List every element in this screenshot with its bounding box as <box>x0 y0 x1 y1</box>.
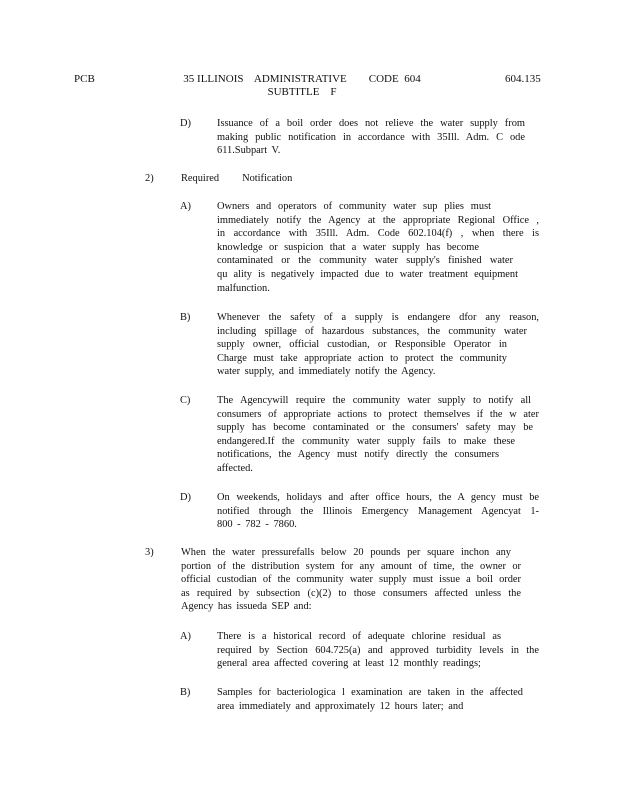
text-line: 800 - 782 - 7860. <box>217 519 297 531</box>
text-line: Whenever the safety of a supply is endangere dfor any reason, <box>217 312 539 323</box>
text-line: notified through the Illinois Emergency Management Agencyat 1- <box>217 505 539 517</box>
text-line: in accordance with 35Ill. Adm. Code 602.104(f) , when there is <box>217 228 539 240</box>
item-label: B) <box>180 312 191 323</box>
item-text <box>181 546 521 614</box>
item-text <box>217 117 525 158</box>
item-label: B) <box>180 687 191 698</box>
text-line: general area affected covering at least 12 monthly readings; <box>217 658 481 670</box>
text-line: When the water pressurefalls below 20 pounds per square inchon any <box>181 547 511 558</box>
item-label: C) <box>180 395 191 406</box>
text-line: Required Notification <box>181 173 293 184</box>
text-line: There is a historical record of adequate chlorine residual as <box>217 631 501 642</box>
item-text <box>217 630 539 671</box>
text-line: knowledge or suspicion that a water supply has become <box>217 241 479 253</box>
text-line: required by Section 604.725(a) and approved turbidity levels in the <box>217 644 539 656</box>
item-label: D) <box>180 492 191 503</box>
text-line: Issuance of a boil order does not relieve the water supply from <box>217 118 525 129</box>
item-label: 2) <box>145 173 154 184</box>
text-line: On weekends, holidays and after office hours, the A gency must be <box>217 492 539 503</box>
header-center-line2: SUBTITLE F <box>267 86 337 98</box>
text-line: portion of the distribution system for any amount of time, the owner or <box>181 560 521 572</box>
text-line: water supply, and immediately notify the Agency. <box>217 366 436 378</box>
text-line: immediately notify the Agency at the appropriate Regional Office , <box>217 214 539 226</box>
header-left: PCB <box>74 73 95 85</box>
item-label: 3) <box>145 547 154 558</box>
text-line: supply owner, official custodian, or Responsible Operator in <box>217 339 507 351</box>
text-line: as required by subsection (c)(2) to those consumers affected unless the <box>181 587 521 599</box>
text-line: making public notification in accordance with 35Ill. Adm. C ode <box>217 131 525 143</box>
text-line: malfunction. <box>217 282 270 294</box>
text-line: area immediately and approximately 12 hours later; and <box>217 700 464 712</box>
text-line: 611.Subpart V. <box>217 145 281 157</box>
header-center <box>172 73 432 99</box>
text-line: Owners and operators of community water sup plies must <box>217 201 491 212</box>
item-text <box>217 686 539 713</box>
item-text <box>217 200 539 295</box>
text-line: supply has become contaminated or the consumers' safety may be <box>217 422 533 434</box>
text-line: The Agencywill require the community water supply to notify all <box>217 395 531 406</box>
text-line: affected. <box>217 462 253 474</box>
text-line: Agency has issueda SEP and: <box>181 601 312 613</box>
header-center-line1: 35 ILLINOIS ADMINISTRATIVE CODE 604 <box>183 73 421 85</box>
text-line: contaminated or the community water supply's finished water <box>217 255 513 267</box>
item-label: A) <box>180 201 191 212</box>
item-text <box>217 394 539 476</box>
text-line: qu ality is negatively impacted due to water treatment equipment <box>217 268 518 280</box>
text-line: notifications, the Agency must notify directly the consumers <box>217 449 499 461</box>
text-line: official custodian of the community water supply must issue a boil order <box>181 574 521 586</box>
item-text <box>217 311 539 379</box>
text-line: Samples for bacteriologica l examination are taken in the affected <box>217 687 523 698</box>
item-label: A) <box>180 631 191 642</box>
item-text <box>217 491 539 532</box>
text-line: Charge must take appropriate action to protect the community <box>217 352 507 364</box>
header-right: 604.135 <box>505 73 541 85</box>
text-line: including spillage of hazardous substances, the community water <box>217 325 527 337</box>
item-text <box>181 172 381 186</box>
item-label: D) <box>180 118 191 129</box>
text-line: consumers of appropriate actions to protect themselves if the w ater <box>217 408 539 420</box>
text-line: endangered.If the community water supply fails to make these <box>217 435 515 447</box>
